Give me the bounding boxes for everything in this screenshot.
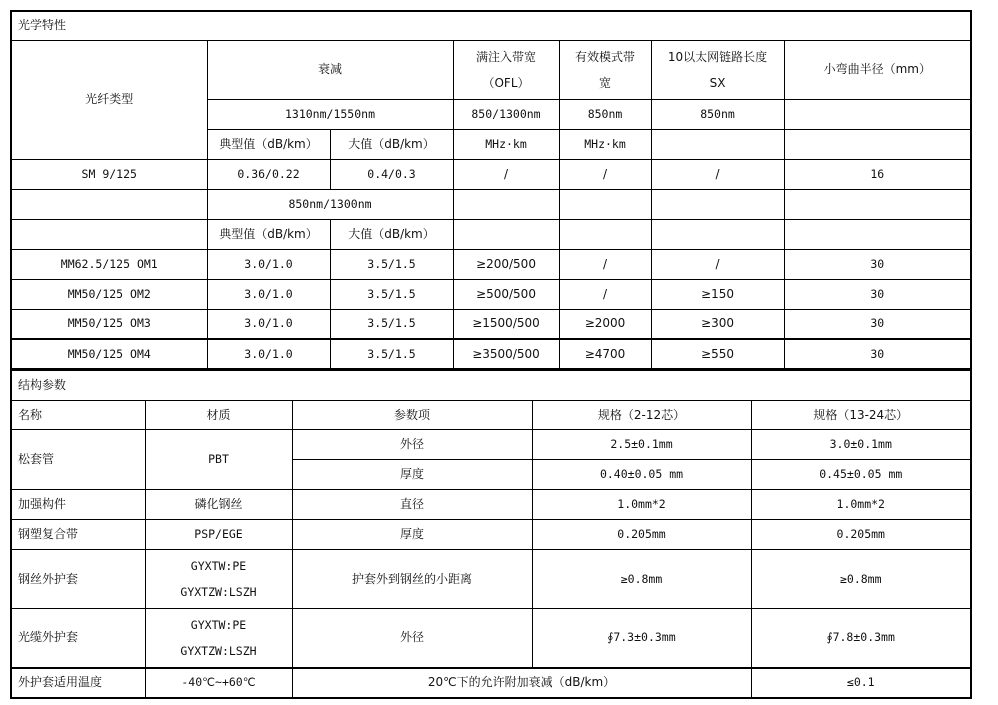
ofl-value: ≥1500/500 (453, 309, 559, 339)
spec2-value: ≥0.8mm (751, 550, 971, 609)
material-line1: GYXTW:PE (190, 617, 247, 632)
eth-unit-empty (651, 129, 784, 159)
ofl-value: ≥3500/500 (453, 339, 559, 369)
structure-table (10, 370, 972, 699)
material-line2: GYXTZW:LSZH (180, 585, 257, 599)
table-row (11, 159, 971, 189)
table-row (11, 279, 971, 309)
max-value: 3.5/1.5 (330, 249, 453, 279)
emb-value: / (559, 279, 651, 309)
ofl-value: / (453, 159, 559, 189)
spec-value: ≤0.1 (751, 668, 971, 698)
spec1-value: 1.0mm*2 (532, 490, 751, 520)
structure-section-title: 结构参数 (11, 371, 971, 401)
structure-section-row (11, 371, 971, 401)
optical-header-row (11, 40, 971, 99)
ofl-wavelength: 850/1300nm (453, 99, 559, 129)
component-material: -40℃~+60℃ (145, 668, 292, 698)
mm-typical-label: 典型值（dB/km） (207, 219, 330, 249)
fiber-name: MM50/125 OM3 (11, 309, 207, 339)
spec-sheet (10, 10, 970, 699)
eth-wavelength: 850nm (651, 99, 784, 129)
table-row (11, 430, 971, 460)
bend-radius-header: 小弯曲半径（mm） (784, 40, 971, 99)
component-material: PBT (145, 430, 292, 490)
spec1-value: 0.205mm (532, 520, 751, 550)
max-value: 3.5/1.5 (330, 279, 453, 309)
spec2-value: 0.205mm (751, 520, 971, 550)
material-header: 材质 (145, 401, 292, 430)
mm-blank-7 (453, 219, 559, 249)
param-value: 外径 (292, 430, 532, 460)
spec2-value: 0.45±0.05 mm (751, 460, 971, 490)
fiber-name: MM62.5/125 OM1 (11, 249, 207, 279)
emb-header (559, 40, 651, 99)
spec1-value: 0.40±0.05 mm (532, 460, 751, 490)
mm-max-label: 大值（dB/km） (330, 219, 453, 249)
eth-value: ≥550 (651, 339, 784, 369)
mm-blank-3 (559, 189, 651, 219)
table-row (11, 309, 971, 339)
emb-unit: MHz·km (559, 129, 651, 159)
bend-empty-2 (784, 129, 971, 159)
component-name: 钢塑复合带 (11, 520, 145, 550)
optical-section-title: 光学特性 (11, 11, 971, 40)
emb-value: ≥4700 (559, 339, 651, 369)
table-row (11, 490, 971, 520)
emb-wavelength: 850nm (559, 99, 651, 129)
typical-label: 典型值（dB/km） (207, 129, 330, 159)
fiber-type-header: 光纤类型 (11, 40, 207, 159)
emb-value: / (559, 249, 651, 279)
max-value: 0.4/0.3 (330, 159, 453, 189)
table-row (11, 339, 971, 369)
param-value: 直径 (292, 490, 532, 520)
max-label: 大值（dB/km） (330, 129, 453, 159)
mm-blank-9 (651, 219, 784, 249)
optical-section-row (11, 11, 971, 40)
component-material: PSP/EGE (145, 520, 292, 550)
typical-value: 3.0/1.0 (207, 279, 330, 309)
material-line2: GYXTZW:LSZH (180, 643, 257, 658)
table-row (11, 609, 971, 668)
mm-blank-6 (11, 219, 207, 249)
param-value: 厚度 (292, 460, 532, 490)
spec1-value: ≥0.8mm (532, 550, 751, 609)
component-name: 光缆外护套 (11, 609, 145, 668)
param-value: 厚度 (292, 520, 532, 550)
spec2-value: ∮7.8±0.3mm (751, 609, 971, 668)
ofl-value: ≥500/500 (453, 279, 559, 309)
material-line1: GYXTW:PE (190, 559, 247, 573)
fiber-name: SM 9/125 (11, 159, 207, 189)
eth-value: ≥150 (651, 279, 784, 309)
ofl-header-line1: 满注入带宽 (475, 49, 536, 64)
table-row (11, 550, 971, 609)
component-material (145, 609, 292, 668)
eth-value: ≥300 (651, 309, 784, 339)
bend-value: 16 (784, 159, 971, 189)
ofl-unit: MHz·km (453, 129, 559, 159)
emb-value: / (559, 159, 651, 189)
mm-blank-8 (559, 219, 651, 249)
mm-blank-5 (784, 189, 971, 219)
typical-value: 3.0/1.0 (207, 249, 330, 279)
param-value: 外径 (292, 609, 532, 668)
component-material (145, 550, 292, 609)
eth-value: / (651, 249, 784, 279)
emb-header-line2: 宽 (598, 75, 611, 90)
ofl-header-line2: （OFL） (482, 75, 530, 90)
typical-value: 0.36/0.22 (207, 159, 330, 189)
ethernet-header-line1: 10以太网链路长度 (667, 49, 768, 64)
spec1-value: 2.5±0.1mm (532, 430, 751, 460)
mm-blank-4 (651, 189, 784, 219)
spec2-value: 1.0mm*2 (751, 490, 971, 520)
param-header: 参数项 (292, 401, 532, 430)
sm-wavelength: 1310nm/1550nm (207, 99, 453, 129)
spec1-header: 规格（2-12芯） (532, 401, 751, 430)
fiber-name: MM50/125 OM4 (11, 339, 207, 369)
table-row (11, 520, 971, 550)
emb-value: ≥2000 (559, 309, 651, 339)
max-value: 3.5/1.5 (330, 339, 453, 369)
param-value: 20℃下的允许附加衰减（dB/km） (292, 668, 751, 698)
ethernet-header-line2: SX (709, 75, 726, 90)
param-value: 护套外到钢丝的小距离 (292, 550, 532, 609)
emb-header-line1: 有效模式带 (574, 49, 635, 64)
bend-value: 30 (784, 309, 971, 339)
spec2-value: 3.0±0.1mm (751, 430, 971, 460)
name-header: 名称 (11, 401, 145, 430)
spec2-header: 规格（13-24芯） (751, 401, 971, 430)
typical-value: 3.0/1.0 (207, 339, 330, 369)
mm-unit-row (11, 219, 971, 249)
fiber-name: MM50/125 OM2 (11, 279, 207, 309)
component-name: 外护套适用温度 (11, 668, 145, 698)
typical-value: 3.0/1.0 (207, 309, 330, 339)
structure-header-row (11, 401, 971, 430)
ofl-value: ≥200/500 (453, 249, 559, 279)
optical-table (10, 10, 972, 370)
bend-value: 30 (784, 339, 971, 369)
bend-value: 30 (784, 249, 971, 279)
component-name: 松套管 (11, 430, 145, 490)
ethernet-header (651, 40, 784, 99)
mm-blank-10 (784, 219, 971, 249)
max-value: 3.5/1.5 (330, 309, 453, 339)
component-name: 钢丝外护套 (11, 550, 145, 609)
table-row (11, 668, 971, 698)
eth-value: / (651, 159, 784, 189)
component-material: 磷化钢丝 (145, 490, 292, 520)
mm-wavelength-row (11, 189, 971, 219)
bend-empty-1 (784, 99, 971, 129)
attenuation-header: 衰减 (207, 40, 453, 99)
mm-wavelength: 850nm/1300nm (207, 189, 453, 219)
mm-blank-2 (453, 189, 559, 219)
component-name: 加强构件 (11, 490, 145, 520)
table-row (11, 249, 971, 279)
ofl-header (453, 40, 559, 99)
spec1-value: ∮7.3±0.3mm (532, 609, 751, 668)
mm-blank-1 (11, 189, 207, 219)
bend-value: 30 (784, 279, 971, 309)
